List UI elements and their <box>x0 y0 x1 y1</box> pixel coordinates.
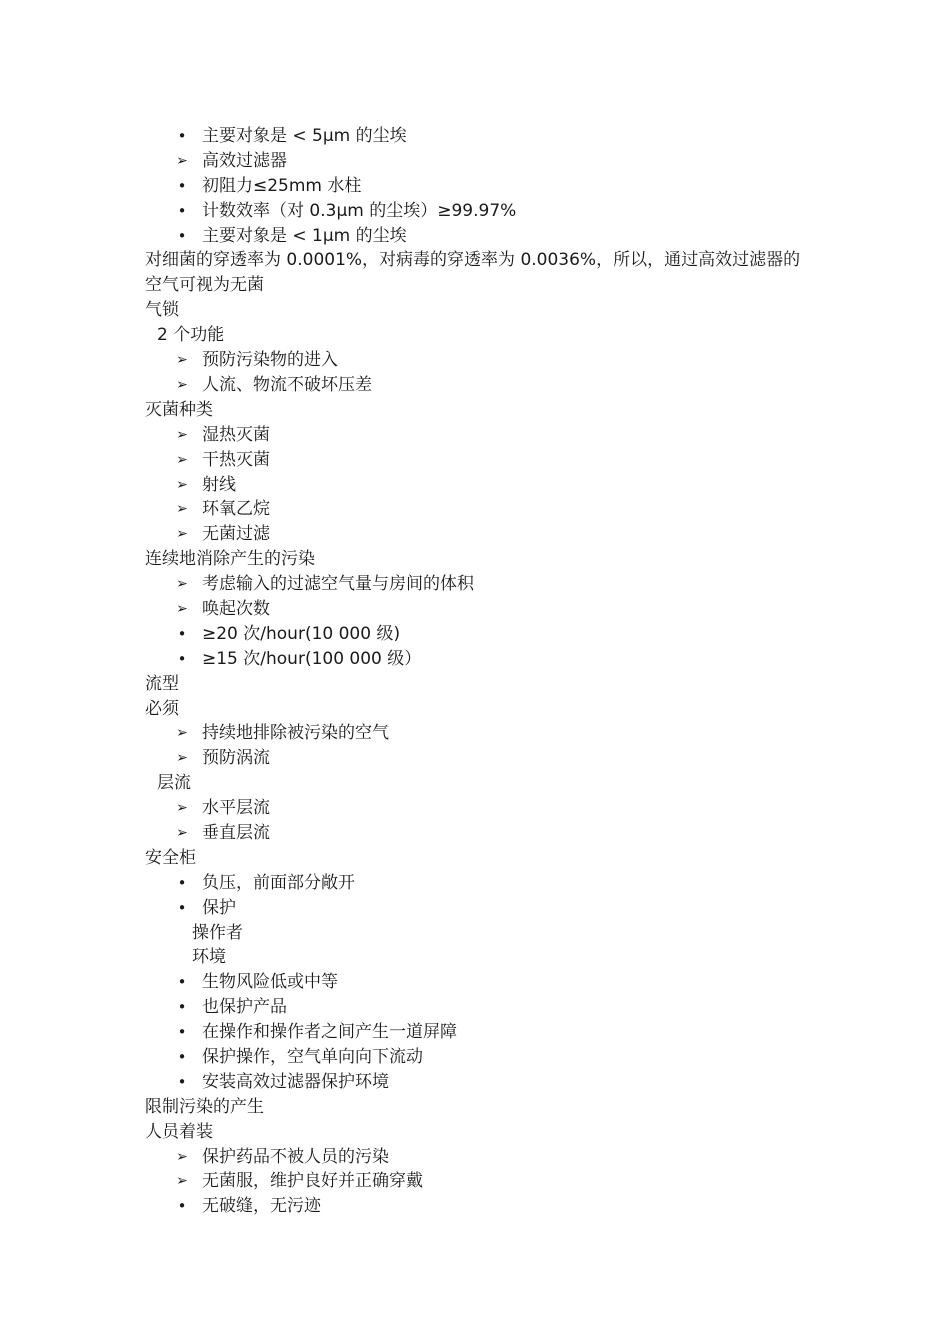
line-text: 生物风险低或中等 <box>202 972 338 993</box>
line-text: 干热灭菌 <box>202 449 270 470</box>
bullet-dot-icon: • <box>177 176 187 195</box>
line-text: 对细菌的穿透率为 0.0001%，对病毒的穿透率为 0.0036%，所以，通过高效过滤器的空气可视为无菌 <box>145 250 801 296</box>
line-text: 负压，前面部分敞开 <box>202 872 355 893</box>
bullet-dot-icon: • <box>177 973 187 992</box>
bullet-list-item <box>145 1194 815 1219</box>
arrow-list-item <box>145 448 815 473</box>
bullet-list-item <box>145 995 815 1020</box>
line-text: 也保护产品 <box>202 997 287 1018</box>
line-text: 预防污染物的进入 <box>202 350 338 371</box>
line-text: 水平层流 <box>202 798 270 819</box>
section-heading <box>145 1095 815 1120</box>
line-text: 无破缝，无污迹 <box>202 1196 321 1217</box>
line-text: 2 个功能 <box>157 325 225 346</box>
bullet-dot-icon: • <box>177 898 187 917</box>
line-text: 主要对象是 < 5μm 的尘埃 <box>202 126 407 146</box>
line-text: 预防涡流 <box>202 748 270 769</box>
line-text: 计数效率（对 0.3μm 的尘埃）≥99.97% <box>202 200 517 221</box>
line-text: ≥15 次/hour(100 000 级） <box>202 648 422 669</box>
line-text: 无菌过滤 <box>202 524 270 545</box>
line-text: 垂直层流 <box>202 822 270 843</box>
bullet-dot-icon: • <box>177 649 187 668</box>
line-text: 考虑输入的过滤空气量与房间的体积 <box>202 574 474 595</box>
arrow-bullet-icon: ➢ <box>176 501 188 518</box>
indented-text <box>145 921 815 946</box>
arrow-bullet-icon: ➢ <box>176 576 188 593</box>
bullet-dot-icon: • <box>177 127 187 145</box>
bullet-list-item <box>145 199 815 224</box>
line-text: 初阻力≤25mm 水柱 <box>202 175 362 196</box>
bullet-list-item <box>145 224 815 249</box>
section-heading <box>145 672 815 697</box>
line-text: 层流 <box>157 773 191 794</box>
section-heading <box>145 298 815 323</box>
bullet-dot-icon: • <box>177 1047 187 1066</box>
line-text: 环境 <box>192 947 226 968</box>
arrow-bullet-icon: ➢ <box>176 526 188 543</box>
arrow-bullet-icon: ➢ <box>176 1173 188 1190</box>
bullet-dot-icon: • <box>177 1072 187 1091</box>
line-text: 保护操作，空气单向向下流动 <box>202 1046 423 1067</box>
bullet-list-item <box>145 970 815 995</box>
arrow-bullet-icon: ➢ <box>176 476 188 493</box>
line-text: ≥20 次/hour(10 000 级) <box>202 623 401 644</box>
line-text: 灭菌种类 <box>145 399 213 420</box>
bullet-list-item <box>145 871 815 896</box>
arrow-bullet-icon: ➢ <box>176 376 188 393</box>
bullet-list-item <box>145 1020 815 1045</box>
arrow-list-item <box>145 1145 815 1170</box>
subheading <box>145 323 815 348</box>
paragraph <box>145 248 815 298</box>
arrow-bullet-icon: ➢ <box>176 600 188 617</box>
line-text: 操作者 <box>192 922 243 943</box>
bullet-list-item <box>145 174 815 199</box>
arrow-bullet-icon: ➢ <box>176 451 188 468</box>
line-text: 限制污染的产生 <box>145 1096 264 1117</box>
bullet-list-item <box>145 647 815 672</box>
arrow-list-item <box>145 1169 815 1194</box>
arrow-list-item <box>145 373 815 398</box>
line-text: 无菌服，维护良好并正确穿戴 <box>202 1171 423 1192</box>
section-heading <box>145 846 815 871</box>
line-text: 持续地排除被污染的空气 <box>202 723 389 744</box>
section-heading <box>145 547 815 572</box>
line-text: 人员着装 <box>145 1121 213 1142</box>
line-text: 连续地消除产生的污染 <box>145 549 315 570</box>
bullet-dot-icon: • <box>177 1197 187 1216</box>
arrow-list-item <box>145 597 815 622</box>
line-text: 高效过滤器 <box>202 150 287 171</box>
line-text: 安装高效过滤器保护环境 <box>202 1071 389 1092</box>
arrow-bullet-icon: ➢ <box>176 426 188 443</box>
arrow-list-item <box>145 572 815 597</box>
bullet-dot-icon: • <box>177 226 187 245</box>
arrow-bullet-icon: ➢ <box>176 750 188 767</box>
bullet-dot-icon: • <box>177 873 187 892</box>
line-text: 流型 <box>145 673 179 694</box>
line-text: 必须 <box>145 698 179 719</box>
bullet-dot-icon: • <box>177 998 187 1017</box>
arrow-bullet-icon: ➢ <box>176 352 188 369</box>
arrow-list-item <box>145 721 815 746</box>
subheading <box>145 771 815 796</box>
arrow-list-item <box>145 821 815 846</box>
arrow-list-item <box>145 796 815 821</box>
arrow-bullet-icon: ➢ <box>176 824 188 841</box>
bullet-dot-icon: • <box>177 201 187 220</box>
arrow-bullet-icon: ➢ <box>176 152 188 169</box>
bullet-list-item <box>145 124 815 149</box>
line-text: 气锁 <box>145 300 179 321</box>
bullet-list-item <box>145 896 815 921</box>
document-body <box>145 124 815 1219</box>
line-text: 射线 <box>202 474 236 495</box>
arrow-list-item <box>145 497 815 522</box>
section-heading <box>145 1120 815 1145</box>
bullet-list-item <box>145 1045 815 1070</box>
arrow-bullet-icon: ➢ <box>176 1148 188 1165</box>
arrow-bullet-icon: ➢ <box>176 800 188 817</box>
arrow-bullet-icon: ➢ <box>176 725 188 742</box>
indented-text <box>145 945 815 970</box>
line-text: 环氧乙烷 <box>202 499 270 520</box>
line-text: 在操作和操作者之间产生一道屏障 <box>202 1022 457 1043</box>
arrow-list-item <box>145 348 815 373</box>
bullet-list-item <box>145 1070 815 1095</box>
line-text: 唤起次数 <box>202 598 270 619</box>
line-text: 安全柜 <box>145 847 196 868</box>
section-heading <box>145 398 815 423</box>
arrow-list-item <box>145 149 815 174</box>
line-text: 湿热灭菌 <box>202 424 270 445</box>
arrow-list-item <box>145 473 815 498</box>
line-text: 人流、物流不破坏压差 <box>202 374 372 395</box>
section-heading <box>145 697 815 722</box>
bullet-dot-icon: • <box>177 1023 187 1042</box>
line-text: 保护药品不被人员的污染 <box>202 1146 389 1167</box>
arrow-list-item <box>145 423 815 448</box>
bullet-dot-icon: • <box>177 624 187 643</box>
arrow-list-item <box>145 522 815 547</box>
line-text: 保护 <box>202 897 236 918</box>
arrow-list-item <box>145 746 815 771</box>
bullet-list-item <box>145 622 815 647</box>
line-text: 主要对象是 < 1μm 的尘埃 <box>202 225 407 246</box>
